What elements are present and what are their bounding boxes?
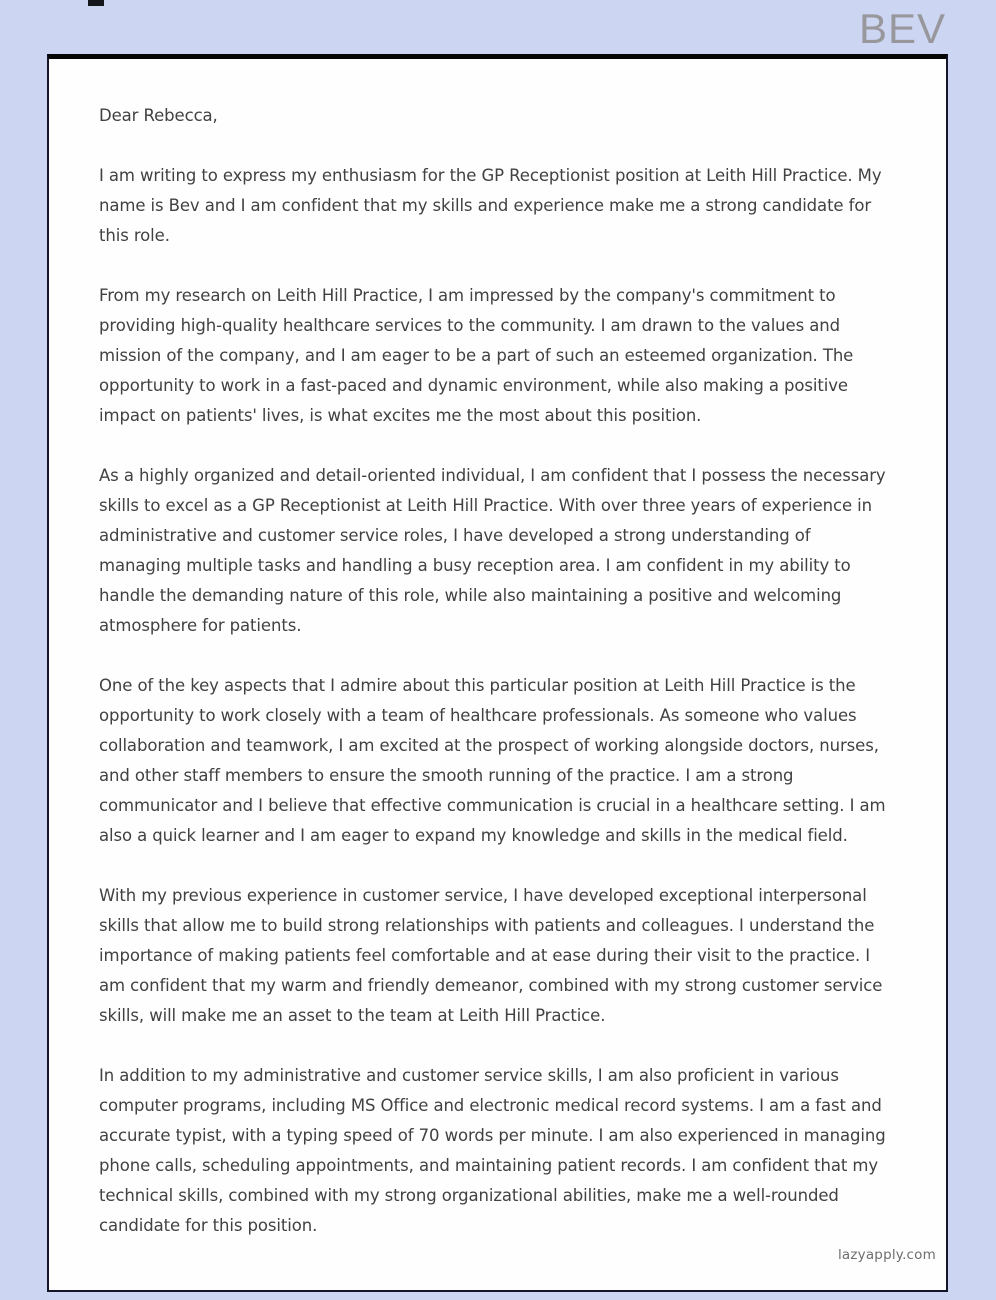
letter-paragraph: With my previous experience in customer service, I have developed exceptional interpersonal skills that allow me to build strong relationships with patients and colleagues. I understand the importance of making patients feel comfortable and at ease during their visit to the practice. I am confident that my warm and friendly demeanor, combined with my strong customer service skills, will make me an asset to the team at Leith Hill Practice. [99,886,883,1025]
screen-artifact-mark [88,0,104,6]
letter-paragraph: In addition to my administrative and customer service skills, I am also proficient in various computer programs, including MS Office and electronic medical record systems. I am a fast and accurate typist, with a typing speed of 70 words per minute. I am also experienced in managing phone calls, scheduling appointments, and maintaining patient records. I am confident that my technical skills, combined with my strong organizational abilities, make me a well-rounded candidate for this position. [99,1066,886,1235]
letter-body [99,101,894,1241]
brand-logo: BEV [858,5,946,52]
watermark-text: lazyapply.com [837,1247,936,1263]
letter-paragraph: As a highly organized and detail-oriented individual, I am confident that I possess the necessary skills to excel as a GP Receptionist at Leith Hill Practice. With over three years of experience in administrative and customer service roles, I have developed a strong understanding of managing multiple tasks and handling a busy reception area. I am confident in my ability to handle the demanding nature of this role, while also maintaining a positive and welcoming atmosphere for patients. [99,466,886,635]
letter-salutation: Dear Rebecca, [99,106,218,125]
letter-paragraph: One of the key aspects that I admire about this particular position at Leith Hill Practice is the opportunity to work closely with a team of healthcare professionals. As someone who values collaboration and teamwork, I am excited at the prospect of working alongside doctors, nurses, and other staff members to ensure the smooth running of the practice. I am a strong communicator and I believe that effective communication is crucial in a healthcare setting. I am also a quick learner and I am eager to expand my knowledge and skills in the medical field. [99,676,886,845]
letter-page [47,54,948,1292]
letter-paragraph: I am writing to express my enthusiasm for the GP Receptionist position at Leith Hill Practice. My name is Bev and I am confident that my skills and experience make me a strong candidate for this role. [99,166,882,245]
letter-paragraph: From my research on Leith Hill Practice, I am impressed by the company's commitment to providing high-quality healthcare services to the community. I am drawn to the values and mission of the company, and I am eager to be a part of such an esteemed organization. The opportunity to work in a fast-paced and dynamic environment, while also making a positive impact on patients' lives, is what excites me the most about this position. [99,286,854,425]
